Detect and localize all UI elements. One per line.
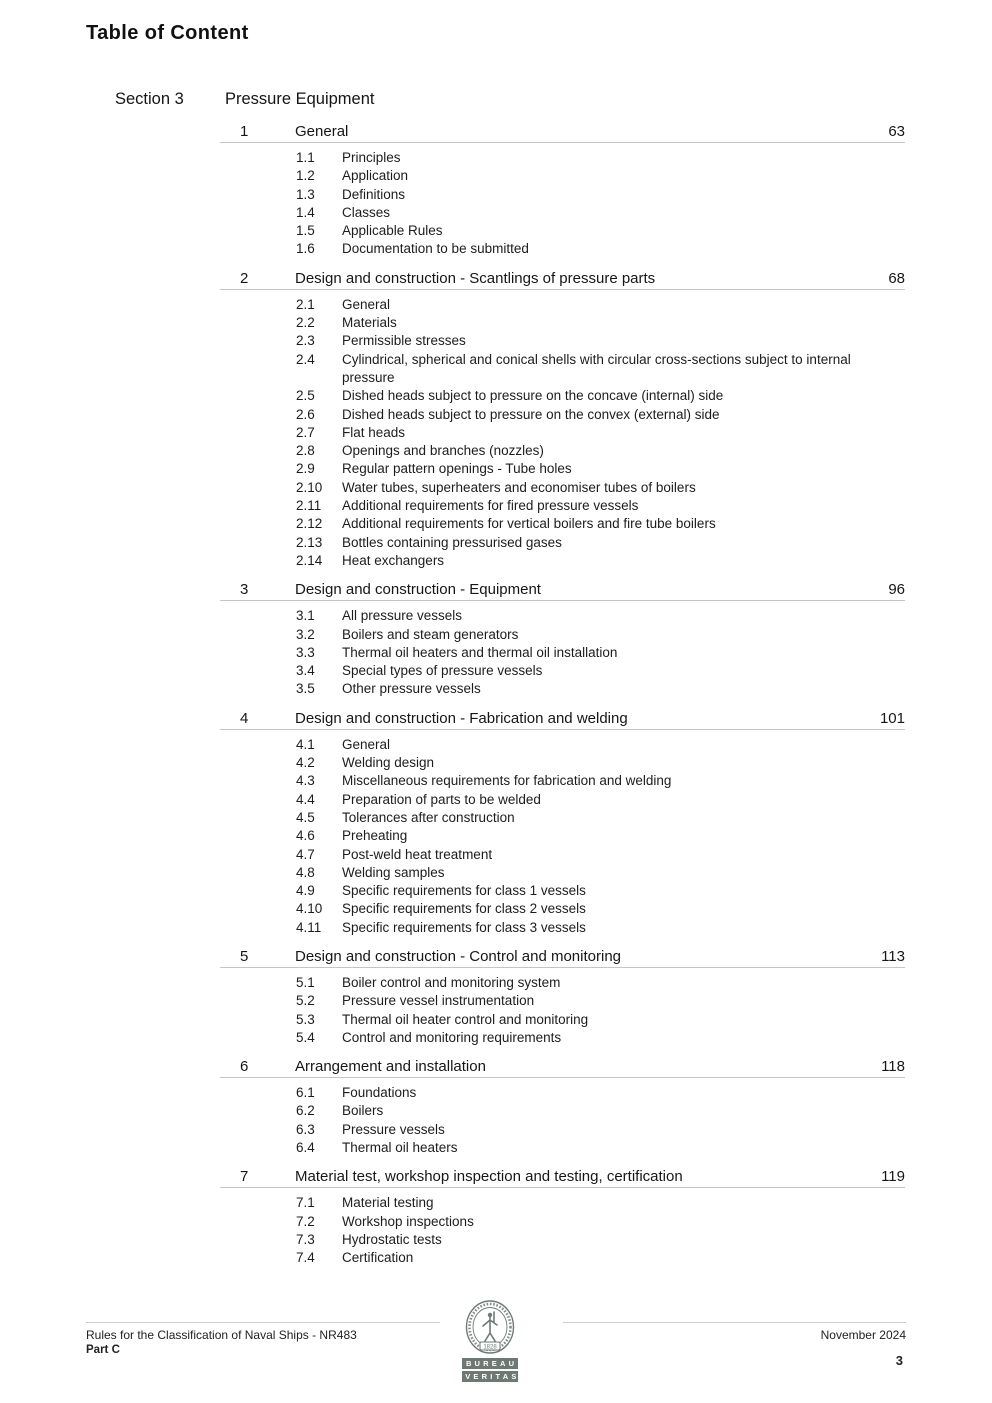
subsection-title: Boiler control and monitoring system — [342, 974, 561, 990]
chapter-heading-row — [220, 579, 905, 601]
toc-subsection-row — [220, 644, 905, 662]
toc-chapter — [220, 946, 905, 1047]
toc-subsection-row — [220, 791, 905, 809]
chapter-page-number: 68 — [888, 269, 905, 287]
subsection-number: 4.6 — [296, 828, 315, 844]
toc-subsection-row — [220, 296, 905, 314]
toc-subsection-row — [220, 387, 905, 405]
chapter-page-number: 119 — [881, 1168, 905, 1186]
subsection-title: Applicable Rules — [342, 223, 443, 239]
subsection-title: Application — [342, 168, 409, 184]
chapter-number: 7 — [240, 1168, 249, 1186]
chapter-number: 4 — [240, 709, 249, 727]
chapter-title: Arrangement and installation — [295, 1058, 486, 1076]
subsection-title: Control and monitoring requirements — [342, 1029, 562, 1045]
subsection-title: Specific requirements for class 3 vessels — [342, 919, 586, 935]
subsection-title: Definitions — [342, 186, 406, 202]
subsection-title: Boilers and steam generators — [342, 626, 519, 642]
subsection-number: 2.10 — [296, 479, 323, 495]
subsection-number: 4.3 — [296, 773, 315, 789]
subsection-title: Post-weld heat treatment — [342, 846, 493, 862]
subsection-title: Cylindrical, spherical and conical shells with circular cross-sections subject to internal pressure — [342, 351, 851, 385]
subsection-number: 1.3 — [296, 186, 315, 202]
subsection-number: 2.3 — [296, 333, 315, 349]
toc-chapter — [220, 579, 905, 698]
toc-subsection-row — [220, 1084, 905, 1102]
toc-subsection-row — [220, 662, 905, 680]
toc-subsection-row — [220, 534, 905, 552]
chapter-heading-row — [220, 708, 905, 730]
subsection-title: Pressure vessel instrumentation — [342, 993, 535, 1009]
subsection-title: Principles — [342, 150, 401, 165]
subsection-title: Additional requirements for vertical boilers and fire tube boilers — [342, 516, 716, 532]
toc-subsection-row — [220, 204, 905, 222]
subsection-number: 2.6 — [296, 406, 315, 422]
subsection-number: 4.9 — [296, 883, 315, 899]
chapter-page-number: 63 — [888, 123, 905, 140]
logo-year: 1828 — [483, 1344, 497, 1351]
toc-subsection-row — [220, 900, 905, 918]
subsection-title: Thermal oil heaters and thermal oil installation — [342, 644, 618, 660]
subsection-title: General — [342, 736, 391, 752]
page-title: Table of Content — [86, 22, 249, 44]
toc-subsection-row — [220, 497, 905, 515]
subsection-number: 4.2 — [296, 755, 315, 771]
chapter-subsections — [220, 601, 905, 698]
subsection-number: 2.9 — [296, 461, 315, 477]
toc-subsection-row — [220, 1121, 905, 1139]
chapter-page-number: 96 — [888, 581, 905, 599]
chapter-heading-row — [220, 1166, 905, 1188]
subsection-title: Preparation of parts to be welded — [342, 791, 541, 807]
subsection-number: 2.4 — [296, 351, 315, 367]
subsection-title: Dished heads subject to pressure on the convex (external) side — [342, 406, 720, 422]
toc-subsection-row — [220, 515, 905, 533]
subsection-title: Preheating — [342, 828, 408, 844]
subsection-number: 1.5 — [296, 223, 315, 239]
chapter-number: 3 — [240, 581, 249, 599]
subsection-title: Workshop inspections — [342, 1213, 474, 1229]
subsection-number: 2.12 — [296, 516, 323, 532]
toc-subsection-row — [220, 680, 905, 698]
chapter-subsections — [220, 1188, 905, 1267]
subsection-title: Other pressure vessels — [342, 681, 481, 697]
subsection-title: Boilers — [342, 1103, 384, 1119]
toc-subsection-row — [220, 314, 905, 332]
chapter-number: 2 — [240, 269, 249, 287]
toc-chapter — [220, 1056, 905, 1157]
subsection-number: 4.5 — [296, 809, 315, 825]
chapter-page-number: 101 — [879, 709, 905, 727]
section-label: Section 3 — [115, 90, 184, 108]
chapter-subsections — [220, 143, 905, 259]
subsection-number: 4.8 — [296, 864, 315, 880]
subsection-number: 4.10 — [296, 901, 323, 917]
subsection-number: 3.3 — [296, 644, 315, 660]
chapter-page-number: 113 — [881, 947, 905, 965]
subsection-number: 3.1 — [296, 608, 315, 624]
chapter-title: Design and construction - Scantlings of pressure parts — [295, 269, 656, 287]
chapter-heading-row — [220, 268, 905, 290]
subsection-number: 2.13 — [296, 534, 323, 550]
chapter-title: Design and construction - Control and monitoring — [295, 947, 622, 965]
subsection-number: 2.2 — [296, 315, 315, 331]
toc-subsection-row — [220, 1213, 905, 1231]
toc-subsection-row — [220, 1029, 905, 1047]
chapter-heading-row — [220, 946, 905, 968]
toc-subsection-row — [220, 406, 905, 424]
toc-subsection-row — [220, 809, 905, 827]
subsection-number: 5.1 — [296, 974, 315, 990]
subsection-title: Specific requirements for class 1 vessels — [342, 883, 586, 899]
bureau-veritas-logo — [461, 1300, 519, 1382]
logo-brand-line2: VERITAS — [462, 1371, 518, 1382]
chapter-number: 1 — [240, 123, 249, 140]
subsection-title: Welding design — [342, 755, 435, 771]
toc-subsection-row — [220, 607, 905, 625]
footer-page-number: 3 — [895, 1353, 903, 1368]
subsection-number: 2.14 — [296, 552, 323, 568]
chapter-title: Design and construction - Fabrication and welding — [295, 709, 628, 727]
toc-subsection-row — [220, 974, 905, 992]
subsection-number: 4.11 — [296, 919, 322, 935]
subsection-title: Special types of pressure vessels — [342, 663, 543, 679]
subsection-title: Certification — [342, 1250, 414, 1266]
toc-subsection-row — [220, 864, 905, 882]
subsection-number: 3.4 — [296, 663, 315, 679]
subsection-number: 2.7 — [296, 424, 315, 440]
toc-subsection-row — [220, 827, 905, 845]
toc-subsection-row — [220, 424, 905, 442]
subsection-number: 4.4 — [296, 791, 315, 807]
subsection-title: Material testing — [342, 1195, 434, 1211]
subsection-title: Flat heads — [342, 424, 406, 440]
toc-subsection-row — [220, 332, 905, 350]
toc-list — [220, 121, 905, 1268]
toc-subsection-row — [220, 992, 905, 1010]
subsection-number: 3.2 — [296, 626, 315, 642]
subsection-title: Thermal oil heaters — [342, 1140, 458, 1156]
subsection-number: 6.2 — [296, 1103, 315, 1119]
subsection-title: Pressure vessels — [342, 1121, 445, 1137]
subsection-title: General — [342, 296, 391, 312]
subsection-number: 6.4 — [296, 1140, 315, 1156]
subsection-number: 1.1 — [296, 150, 315, 165]
chapter-number: 6 — [240, 1058, 249, 1076]
footer-rule-left — [86, 1322, 440, 1323]
subsection-title: All pressure vessels — [342, 608, 463, 624]
footer-left-block — [86, 1328, 357, 1356]
toc-subsection-row — [220, 460, 905, 478]
subsection-title: Classes — [342, 204, 391, 220]
toc-subsection-row — [220, 736, 905, 754]
toc-subsection-row — [220, 167, 905, 185]
chapter-title: General — [295, 123, 349, 140]
toc-subsection-row — [220, 1194, 905, 1212]
subsection-number: 1.6 — [296, 241, 315, 257]
footer-rule-right — [563, 1322, 906, 1323]
chapter-page-number: 118 — [881, 1058, 905, 1076]
subsection-number: 2.5 — [296, 388, 315, 404]
subsection-number: 2.11 — [296, 498, 322, 514]
toc-subsection-row — [220, 442, 905, 460]
toc-subsection-row — [220, 222, 905, 240]
toc-subsection-row — [220, 754, 905, 772]
chapter-title: Design and construction - Equipment — [295, 581, 541, 599]
subsection-title: Welding samples — [342, 864, 445, 880]
subsection-title: Hydrostatic tests — [342, 1231, 442, 1247]
subsection-title: Bottles containing pressurised gases — [342, 534, 562, 550]
subsection-number: 7.3 — [296, 1231, 315, 1247]
chapter-subsections — [220, 968, 905, 1047]
subsection-title: Dished heads subject to pressure on the concave (internal) side — [342, 388, 724, 404]
toc-subsection-row — [220, 552, 905, 570]
subsection-title: Regular pattern openings - Tube holes — [342, 461, 572, 477]
section-heading — [115, 90, 375, 109]
chapter-subsections — [220, 290, 905, 570]
subsection-title: Water tubes, superheaters and economiser tubes of boilers — [342, 479, 696, 495]
toc-subsection-row — [220, 1249, 905, 1267]
subsection-title: Thermal oil heater control and monitoring — [342, 1011, 589, 1027]
subsection-title: Materials — [342, 315, 397, 331]
toc-chapter — [220, 121, 905, 259]
toc-subsection-row — [220, 240, 905, 258]
chapter-heading-row — [220, 1056, 905, 1078]
footer-document-title: Rules for the Classification of Naval Ships - NR483 — [86, 1328, 357, 1342]
subsection-number: 2.1 — [296, 296, 315, 312]
subsection-title: Additional requirements for fired pressure vessels — [342, 498, 639, 514]
subsection-number: 6.3 — [296, 1121, 315, 1137]
toc-chapter — [220, 708, 905, 937]
chapter-subsections — [220, 730, 905, 937]
chapter-title: Material test, workshop inspection and testing, certification — [295, 1168, 683, 1186]
subsection-title: Documentation to be submitted — [342, 241, 529, 257]
toc-chapter — [220, 268, 905, 570]
chapter-number: 5 — [240, 947, 249, 965]
chapter-heading-row — [220, 121, 905, 143]
subsection-number: 4.1 — [296, 736, 315, 752]
footer-date: November 2024 — [820, 1328, 906, 1342]
section-title: Pressure Equipment — [225, 90, 375, 108]
subsection-number: 1.4 — [296, 204, 315, 220]
toc-subsection-row — [220, 626, 905, 644]
subsection-number: 4.7 — [296, 846, 315, 862]
subsection-number: 7.1 — [296, 1195, 315, 1211]
subsection-title: Specific requirements for class 2 vessels — [342, 901, 586, 917]
logo-brand-line1: BUREAU — [462, 1358, 518, 1369]
chapter-subsections — [220, 1078, 905, 1157]
subsection-number: 2.8 — [296, 443, 315, 459]
bureau-veritas-emblem-icon — [464, 1300, 516, 1356]
toc-subsection-row — [220, 186, 905, 204]
toc-subsection-row — [220, 772, 905, 790]
toc-subsection-row — [220, 149, 905, 167]
subsection-number: 6.1 — [296, 1085, 315, 1101]
toc-subsection-row — [220, 479, 905, 497]
footer-part-label: Part C — [86, 1344, 120, 1356]
toc-chapter — [220, 1166, 905, 1267]
toc-subsection-row — [220, 1139, 905, 1157]
subsection-number: 3.5 — [296, 681, 315, 697]
subsection-title: Miscellaneous requirements for fabrication and welding — [342, 773, 672, 789]
toc-subsection-row — [220, 1231, 905, 1249]
subsection-title: Foundations — [342, 1085, 417, 1101]
subsection-title: Openings and branches (nozzles) — [342, 443, 544, 459]
subsection-title: Permissible stresses — [342, 333, 466, 349]
subsection-number: 1.2 — [296, 168, 315, 184]
toc-subsection-row — [220, 846, 905, 864]
subsection-title: Heat exchangers — [342, 552, 445, 568]
subsection-title: Tolerances after construction — [342, 809, 515, 825]
subsection-number: 7.4 — [296, 1250, 315, 1266]
subsection-number: 5.3 — [296, 1011, 315, 1027]
toc-subsection-row — [220, 919, 905, 937]
subsection-number: 5.2 — [296, 993, 315, 1009]
toc-subsection-row — [220, 882, 905, 900]
toc-subsection-row — [220, 1102, 905, 1120]
toc-subsection-row — [220, 351, 905, 388]
subsection-number: 5.4 — [296, 1029, 315, 1045]
toc-subsection-row — [220, 1011, 905, 1029]
subsection-number: 7.2 — [296, 1213, 315, 1229]
